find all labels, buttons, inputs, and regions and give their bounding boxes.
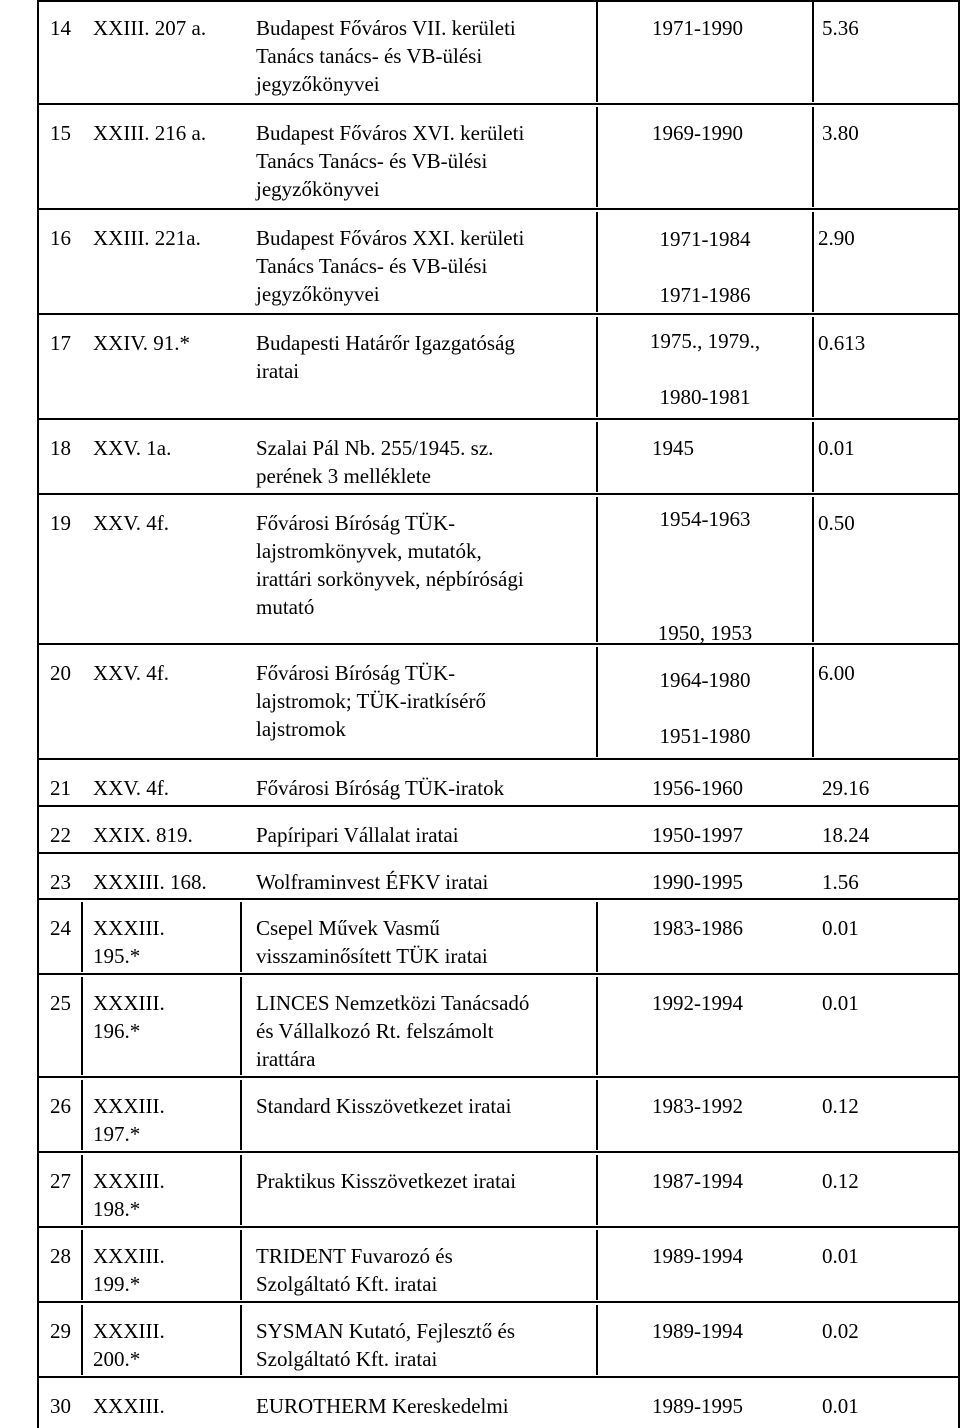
table-top-border — [37, 0, 960, 2]
cell-divider — [812, 422, 814, 492]
years-line: 1971-1990 — [652, 16, 743, 40]
years-line: 1954-1963 — [659, 507, 751, 531]
size-value: 0.02 — [822, 1319, 859, 1343]
size-value: 5.36 — [822, 16, 859, 40]
description-line: lajstromkönyvek, mutatók, — [256, 539, 482, 563]
years-line: 1956-1960 — [652, 776, 743, 800]
cell-divider — [240, 1305, 242, 1375]
signature-line: 198.* — [93, 1197, 141, 1221]
years-line: 1969-1990 — [652, 121, 743, 145]
years-line: 1945 — [652, 436, 694, 460]
signature-line: XXXIII. — [93, 1244, 165, 1268]
table-left-border — [37, 0, 39, 1428]
description-line: visszaminősített TÜK iratai — [256, 944, 488, 968]
size-value: 0.01 — [822, 1394, 859, 1418]
description-line: perének 3 melléklete — [256, 464, 431, 488]
signature-line: 197.* — [93, 1122, 141, 1146]
row-number: 15 — [50, 121, 71, 145]
cell-divider — [812, 107, 814, 207]
cell-divider — [81, 1155, 83, 1225]
signature-line: 200.* — [93, 1347, 141, 1371]
cell-divider — [81, 1305, 83, 1375]
years-line: 1989-1994 — [652, 1244, 743, 1268]
size-value: 0.01 — [822, 1244, 859, 1268]
signature-line: XXXIII. — [93, 1094, 165, 1118]
row-separator — [37, 418, 960, 420]
cell-divider — [812, 317, 814, 417]
years-line: 1989-1994 — [652, 1319, 743, 1343]
row-number: 14 — [50, 16, 71, 40]
cell-divider — [596, 317, 598, 417]
description-line: TRIDENT Fuvarozó és — [256, 1244, 453, 1268]
years-line: 1975., 1979., — [649, 329, 761, 353]
years-line: 1951-1980 — [659, 724, 751, 748]
description-line: Fővárosi Bíróság TÜK- — [256, 511, 456, 535]
row-separator — [37, 1301, 960, 1303]
signature-line: XXV. 4f. — [93, 511, 170, 535]
cell-divider — [240, 1080, 242, 1150]
signature-line: 196.* — [93, 1019, 141, 1043]
cell-divider — [81, 1080, 83, 1150]
row-number: 17 — [50, 331, 71, 355]
cell-divider — [596, 647, 598, 757]
row-separator — [37, 1076, 960, 1078]
signature-line: 199.* — [93, 1272, 141, 1296]
row-separator — [37, 1226, 960, 1228]
cell-divider — [812, 497, 814, 642]
description-line: jegyzőkönyvei — [256, 282, 380, 306]
cell-divider — [596, 1155, 598, 1225]
years-line: 1983-1992 — [652, 1094, 743, 1118]
signature-line: XXXIII. — [93, 1394, 165, 1418]
size-value: 0.12 — [822, 1169, 859, 1193]
row-separator — [37, 898, 960, 900]
row-number: 19 — [50, 511, 71, 535]
cell-divider — [240, 1230, 242, 1300]
description-line: Papíripari Vállalat iratai — [256, 823, 459, 847]
description-line: Szalai Pál Nb. 255/1945. sz. — [256, 436, 494, 460]
row-number: 26 — [50, 1094, 71, 1118]
signature-line: XXXIII. — [93, 1169, 165, 1193]
description-line: Budapest Főváros VII. kerületi — [256, 16, 516, 40]
cell-divider — [812, 2, 814, 102]
row-number: 16 — [50, 226, 71, 250]
years-line: 1950-1997 — [652, 823, 743, 847]
signature-line: XXIX. 819. — [93, 823, 193, 847]
description-line: Praktikus Kisszövetkezet iratai — [256, 1169, 517, 1193]
size-value: 0.12 — [822, 1094, 859, 1118]
signature-line: XXV. 4f. — [93, 661, 170, 685]
row-separator — [37, 1376, 960, 1378]
size-value: 0.01 — [822, 916, 859, 940]
years-line: 1950, 1953 — [657, 621, 753, 645]
row-separator — [37, 973, 960, 975]
cell-divider — [596, 1305, 598, 1375]
description-line: irattári sorkönyvek, népbírósági — [256, 567, 524, 591]
cell-divider — [596, 977, 598, 1075]
description-line: Standard Kisszövetkezet iratai — [256, 1094, 512, 1118]
description-line: jegyzőkönyvei — [256, 177, 380, 201]
years-line: 1971-1986 — [659, 283, 751, 307]
description-line: és Vállalkozó Rt. felszámolt — [256, 1019, 494, 1043]
row-separator — [37, 208, 960, 210]
size-value: 0.613 — [818, 331, 866, 355]
years-line: 1980-1981 — [659, 385, 751, 409]
row-separator — [37, 643, 960, 645]
row-separator — [37, 1151, 960, 1153]
cell-divider — [81, 1230, 83, 1300]
row-separator — [37, 852, 960, 854]
years-line: 1990-1995 — [652, 870, 743, 894]
cell-divider — [812, 212, 814, 312]
description-line: jegyzőkönyvei — [256, 72, 380, 96]
signature-line: XXXIII. — [93, 916, 165, 940]
cell-divider — [596, 212, 598, 312]
signature-line: XXV. 1a. — [93, 436, 172, 460]
description-line: Budapesti Határőr Igazgatóság — [256, 331, 515, 355]
description-line: Budapest Főváros XXI. kerületi — [256, 226, 525, 250]
size-value: 2.90 — [818, 226, 855, 250]
cell-divider — [596, 2, 598, 102]
cell-divider — [240, 977, 242, 1075]
size-value: 1.56 — [822, 870, 859, 894]
years-line: 1983-1986 — [652, 916, 743, 940]
signature-line: 195.* — [93, 944, 141, 968]
cell-divider — [596, 497, 598, 642]
cell-divider — [81, 977, 83, 1075]
signature-line: XXXIII. — [93, 991, 165, 1015]
row-number: 18 — [50, 436, 71, 460]
description-line: Csepel Művek Vasmű — [256, 916, 440, 940]
size-value: 29.16 — [822, 776, 870, 800]
description-line: mutató — [256, 595, 315, 619]
signature-line: XXIII. 221a. — [93, 226, 201, 250]
row-separator — [37, 313, 960, 315]
cell-divider — [81, 902, 83, 972]
row-number: 23 — [50, 870, 71, 894]
signature-line: XXV. 4f. — [93, 776, 170, 800]
description-line: Tanács Tanács- és VB-ülési — [256, 149, 488, 173]
size-value: 0.01 — [818, 436, 855, 460]
size-value: 3.80 — [822, 121, 859, 145]
row-number: 29 — [50, 1319, 71, 1343]
signature-line: XXXIII. 168. — [93, 870, 207, 894]
description-line: Fővárosi Bíróság TÜK-iratok — [256, 776, 505, 800]
cell-divider — [240, 902, 242, 972]
cell-divider — [596, 422, 598, 492]
row-number: 28 — [50, 1244, 71, 1268]
cell-divider — [596, 1080, 598, 1150]
size-value: 18.24 — [822, 823, 870, 847]
size-value: 6.00 — [818, 661, 855, 685]
row-separator — [37, 493, 960, 495]
cell-divider — [812, 647, 814, 757]
cell-divider — [596, 902, 598, 972]
row-number: 27 — [50, 1169, 71, 1193]
signature-line: XXIII. 207 a. — [93, 16, 207, 40]
description-line: lajstromok — [256, 717, 346, 741]
size-value: 0.50 — [818, 511, 855, 535]
row-separator — [37, 758, 960, 760]
years-line: 1992-1994 — [652, 991, 743, 1015]
row-number: 22 — [50, 823, 71, 847]
description-line: Wolframinvest ÉFKV iratai — [256, 870, 489, 894]
description-line: SYSMAN Kutató, Fejlesztő és — [256, 1319, 515, 1343]
description-line: Tanács tanács- és VB-ülési — [256, 44, 483, 68]
cell-divider — [240, 1155, 242, 1225]
years-line: 1964-1980 — [659, 668, 751, 692]
description-line: iratai — [256, 359, 300, 383]
row-number: 25 — [50, 991, 71, 1015]
description-line: irattára — [256, 1047, 316, 1071]
row-number: 21 — [50, 776, 71, 800]
signature-line: XXXIII. — [93, 1319, 165, 1343]
row-number: 30 — [50, 1394, 71, 1418]
description-line: lajstromok; TÜK-iratkísérő — [256, 689, 486, 713]
description-line: EUROTHERM Kereskedelmi — [256, 1394, 509, 1418]
years-line: 1971-1984 — [659, 227, 751, 251]
description-line: Szolgáltató Kft. iratai — [256, 1272, 438, 1296]
years-line: 1987-1994 — [652, 1169, 743, 1193]
cell-divider — [596, 1230, 598, 1300]
description-line: LINCES Nemzetközi Tanácsadó — [256, 991, 530, 1015]
description-line: Szolgáltató Kft. iratai — [256, 1347, 438, 1371]
signature-line: XXIII. 216 a. — [93, 121, 207, 145]
row-number: 20 — [50, 661, 71, 685]
years-line: 1989-1995 — [652, 1394, 743, 1418]
description-line: Budapest Főváros XVI. kerületi — [256, 121, 525, 145]
cell-divider — [596, 107, 598, 207]
row-number: 24 — [50, 916, 71, 940]
row-separator — [37, 805, 960, 807]
size-value: 0.01 — [822, 991, 859, 1015]
row-separator — [37, 103, 960, 105]
description-line: Fővárosi Bíróság TÜK- — [256, 661, 456, 685]
description-line: Tanács Tanács- és VB-ülési — [256, 254, 488, 278]
signature-line: XXIV. 91.* — [93, 331, 191, 355]
